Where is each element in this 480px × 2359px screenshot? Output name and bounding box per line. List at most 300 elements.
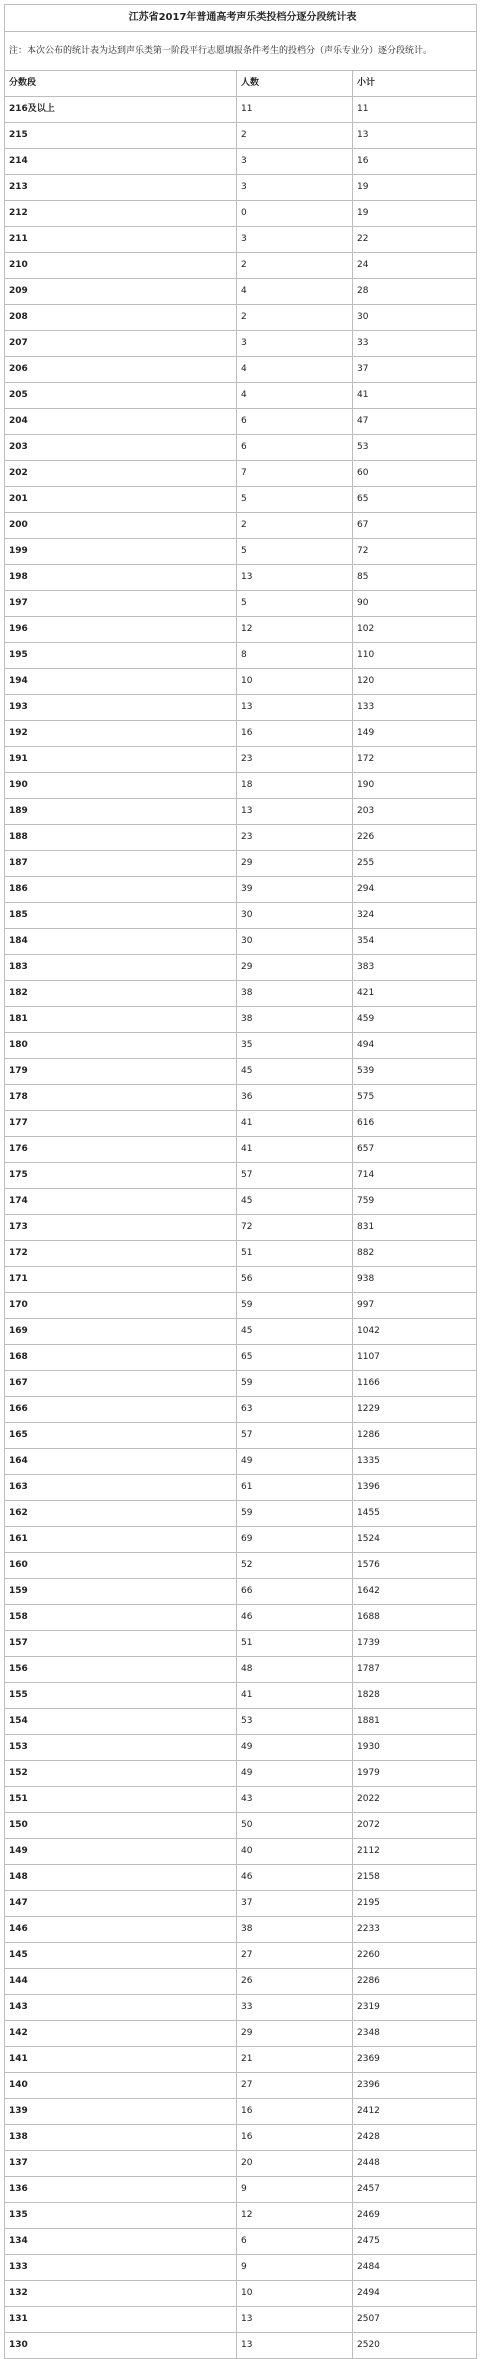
count-cell: 49 — [237, 1449, 353, 1475]
cumulative-cell: 1229 — [353, 1397, 477, 1423]
table-row — [5, 1527, 477, 1553]
count-cell: 27 — [237, 2073, 353, 2099]
count-cell: 7 — [237, 461, 353, 487]
count-cell: 0 — [237, 201, 353, 227]
table-row — [5, 1787, 477, 1813]
count-cell: 57 — [237, 1423, 353, 1449]
cumulative-cell: 1688 — [353, 1605, 477, 1631]
cumulative-cell: 383 — [353, 955, 477, 981]
table-row — [5, 253, 477, 279]
table-row — [5, 383, 477, 409]
table-row — [5, 1995, 477, 2021]
score-range-cell: 133 — [5, 2255, 237, 2281]
count-cell: 33 — [237, 1995, 353, 2021]
score-range-cell: 210 — [5, 253, 237, 279]
score-range-cell: 209 — [5, 279, 237, 305]
table-row — [5, 1293, 477, 1319]
table-row — [5, 2125, 477, 2151]
score-range-cell: 192 — [5, 721, 237, 747]
cumulative-cell: 85 — [353, 565, 477, 591]
table-row — [5, 1267, 477, 1293]
score-range-cell: 200 — [5, 513, 237, 539]
table-row — [5, 227, 477, 253]
cumulative-cell: 13 — [353, 123, 477, 149]
count-cell: 30 — [237, 929, 353, 955]
count-cell: 48 — [237, 1657, 353, 1683]
cumulative-cell: 120 — [353, 669, 477, 695]
score-range-cell: 176 — [5, 1137, 237, 1163]
cumulative-cell: 22 — [353, 227, 477, 253]
cumulative-cell: 72 — [353, 539, 477, 565]
score-range-cell: 173 — [5, 1215, 237, 1241]
cumulative-cell: 2233 — [353, 1917, 477, 1943]
count-cell: 9 — [237, 2255, 353, 2281]
score-range-cell: 214 — [5, 149, 237, 175]
score-range-cell: 184 — [5, 929, 237, 955]
count-cell: 41 — [237, 1111, 353, 1137]
score-range-cell: 215 — [5, 123, 237, 149]
table-row — [5, 2333, 477, 2359]
count-cell: 50 — [237, 1813, 353, 1839]
cumulative-cell: 324 — [353, 903, 477, 929]
cumulative-cell: 33 — [353, 331, 477, 357]
score-range-cell: 216及以上 — [5, 97, 237, 123]
table-row — [5, 773, 477, 799]
score-range-cell: 145 — [5, 1943, 237, 1969]
table-row — [5, 1163, 477, 1189]
count-cell: 37 — [237, 1891, 353, 1917]
count-cell: 49 — [237, 1735, 353, 1761]
table-row — [5, 2047, 477, 2073]
score-range-cell: 208 — [5, 305, 237, 331]
score-range-cell: 140 — [5, 2073, 237, 2099]
count-cell: 29 — [237, 851, 353, 877]
score-range-cell: 203 — [5, 435, 237, 461]
table-row — [5, 305, 477, 331]
count-cell: 45 — [237, 1059, 353, 1085]
table-row — [5, 955, 477, 981]
table-row — [5, 721, 477, 747]
table-row — [5, 513, 477, 539]
table-row — [5, 1813, 477, 1839]
table-row — [5, 1969, 477, 1995]
count-cell: 12 — [237, 2203, 353, 2229]
count-cell: 38 — [237, 1007, 353, 1033]
cumulative-cell: 19 — [353, 201, 477, 227]
cumulative-cell: 226 — [353, 825, 477, 851]
score-range-cell: 181 — [5, 1007, 237, 1033]
score-range-cell: 139 — [5, 2099, 237, 2125]
cumulative-cell: 1979 — [353, 1761, 477, 1787]
count-cell: 13 — [237, 565, 353, 591]
count-cell: 23 — [237, 747, 353, 773]
count-cell: 46 — [237, 1605, 353, 1631]
score-range-cell: 189 — [5, 799, 237, 825]
table-row — [5, 903, 477, 929]
table-row — [5, 2203, 477, 2229]
count-cell: 23 — [237, 825, 353, 851]
cumulative-cell: 19 — [353, 175, 477, 201]
score-range-cell: 194 — [5, 669, 237, 695]
cumulative-cell: 657 — [353, 1137, 477, 1163]
table-row — [5, 409, 477, 435]
table-row — [5, 1423, 477, 1449]
count-cell: 36 — [237, 1085, 353, 1111]
score-range-cell: 141 — [5, 2047, 237, 2073]
table-row — [5, 2281, 477, 2307]
cumulative-cell: 30 — [353, 305, 477, 331]
count-cell: 3 — [237, 175, 353, 201]
count-cell: 40 — [237, 1839, 353, 1865]
cumulative-cell: 255 — [353, 851, 477, 877]
table-row — [5, 1111, 477, 1137]
table-row — [5, 1475, 477, 1501]
cumulative-cell: 1828 — [353, 1683, 477, 1709]
cumulative-cell: 28 — [353, 279, 477, 305]
table-row — [5, 1007, 477, 1033]
count-cell: 13 — [237, 799, 353, 825]
score-range-cell: 198 — [5, 565, 237, 591]
table-row — [5, 565, 477, 591]
count-cell: 16 — [237, 2099, 353, 2125]
table-row — [5, 1033, 477, 1059]
cumulative-cell: 1286 — [353, 1423, 477, 1449]
count-cell: 2 — [237, 305, 353, 331]
count-cell: 49 — [237, 1761, 353, 1787]
count-cell: 5 — [237, 539, 353, 565]
table-row — [5, 929, 477, 955]
score-range-cell: 160 — [5, 1553, 237, 1579]
table-row — [5, 1215, 477, 1241]
count-cell: 3 — [237, 149, 353, 175]
score-range-cell: 142 — [5, 2021, 237, 2047]
cumulative-cell: 1524 — [353, 1527, 477, 1553]
table-row — [5, 1241, 477, 1267]
cumulative-cell: 1576 — [353, 1553, 477, 1579]
cumulative-cell: 190 — [353, 773, 477, 799]
table-row — [5, 2021, 477, 2047]
score-range-cell: 150 — [5, 1813, 237, 1839]
table-row — [5, 539, 477, 565]
table-row — [5, 1319, 477, 1345]
score-range-cell: 143 — [5, 1995, 237, 2021]
cumulative-cell: 41 — [353, 383, 477, 409]
count-cell: 26 — [237, 1969, 353, 1995]
table-row — [5, 1553, 477, 1579]
count-cell: 3 — [237, 331, 353, 357]
count-cell: 65 — [237, 1345, 353, 1371]
cumulative-cell: 2520 — [353, 2333, 477, 2359]
count-cell: 21 — [237, 2047, 353, 2073]
score-range-cell: 175 — [5, 1163, 237, 1189]
score-range-cell: 213 — [5, 175, 237, 201]
cumulative-cell: 2319 — [353, 1995, 477, 2021]
table-row — [5, 357, 477, 383]
score-range-cell: 163 — [5, 1475, 237, 1501]
cumulative-cell: 938 — [353, 1267, 477, 1293]
table-row — [5, 2151, 477, 2177]
score-distribution-table — [4, 4, 477, 2359]
cumulative-cell: 203 — [353, 799, 477, 825]
score-range-cell: 137 — [5, 2151, 237, 2177]
cumulative-cell: 67 — [353, 513, 477, 539]
score-range-cell: 138 — [5, 2125, 237, 2151]
score-range-cell: 195 — [5, 643, 237, 669]
count-cell: 29 — [237, 955, 353, 981]
cumulative-cell: 831 — [353, 1215, 477, 1241]
score-range-cell: 174 — [5, 1189, 237, 1215]
score-range-cell: 164 — [5, 1449, 237, 1475]
count-cell: 3 — [237, 227, 353, 253]
cumulative-cell: 759 — [353, 1189, 477, 1215]
cumulative-cell: 1739 — [353, 1631, 477, 1657]
count-cell: 10 — [237, 669, 353, 695]
count-cell: 16 — [237, 2125, 353, 2151]
table-row — [5, 1657, 477, 1683]
cumulative-cell: 1335 — [353, 1449, 477, 1475]
count-cell: 13 — [237, 2307, 353, 2333]
cumulative-cell: 16 — [353, 149, 477, 175]
count-cell: 43 — [237, 1787, 353, 1813]
count-cell: 11 — [237, 97, 353, 123]
count-cell: 6 — [237, 2229, 353, 2255]
table-row — [5, 331, 477, 357]
count-cell: 27 — [237, 1943, 353, 1969]
cumulative-cell: 2457 — [353, 2177, 477, 2203]
table-row — [5, 1943, 477, 1969]
count-cell: 8 — [237, 643, 353, 669]
count-cell: 13 — [237, 2333, 353, 2359]
score-range-cell: 151 — [5, 1787, 237, 1813]
score-range-cell: 187 — [5, 851, 237, 877]
cumulative-cell: 2469 — [353, 2203, 477, 2229]
count-cell: 45 — [237, 1189, 353, 1215]
table-row — [5, 1371, 477, 1397]
table-row — [5, 1397, 477, 1423]
table-row — [5, 279, 477, 305]
cumulative-cell: 2348 — [353, 2021, 477, 2047]
score-range-cell: 188 — [5, 825, 237, 851]
count-cell: 59 — [237, 1293, 353, 1319]
table-row — [5, 1735, 477, 1761]
table-note: 注：本次公布的统计表为达到声乐类第一阶段平行志愿填报条件考生的投档分（声乐专业分）逐分段统计。 — [5, 32, 477, 71]
score-range-cell: 154 — [5, 1709, 237, 1735]
score-range-cell: 178 — [5, 1085, 237, 1111]
cumulative-cell: 149 — [353, 721, 477, 747]
score-range-cell: 136 — [5, 2177, 237, 2203]
table-note-row — [5, 32, 477, 71]
table-row — [5, 2255, 477, 2281]
count-cell: 57 — [237, 1163, 353, 1189]
score-range-cell: 156 — [5, 1657, 237, 1683]
score-range-cell: 149 — [5, 1839, 237, 1865]
cumulative-cell: 110 — [353, 643, 477, 669]
score-range-cell: 193 — [5, 695, 237, 721]
count-cell: 35 — [237, 1033, 353, 1059]
score-range-cell: 134 — [5, 2229, 237, 2255]
cumulative-cell: 133 — [353, 695, 477, 721]
score-range-cell: 168 — [5, 1345, 237, 1371]
count-cell: 45 — [237, 1319, 353, 1345]
cumulative-cell: 2507 — [353, 2307, 477, 2333]
cumulative-cell: 2448 — [353, 2151, 477, 2177]
score-range-cell: 161 — [5, 1527, 237, 1553]
table-row — [5, 1579, 477, 1605]
count-cell: 4 — [237, 383, 353, 409]
score-range-cell: 147 — [5, 1891, 237, 1917]
table-row — [5, 1683, 477, 1709]
table-row — [5, 2229, 477, 2255]
cumulative-cell: 1396 — [353, 1475, 477, 1501]
table-row — [5, 1709, 477, 1735]
score-range-cell: 186 — [5, 877, 237, 903]
table-title-row — [5, 5, 477, 32]
cumulative-cell: 616 — [353, 1111, 477, 1137]
score-range-cell: 202 — [5, 461, 237, 487]
score-range-cell: 199 — [5, 539, 237, 565]
count-cell: 59 — [237, 1371, 353, 1397]
table-row — [5, 2073, 477, 2099]
count-cell: 59 — [237, 1501, 353, 1527]
score-range-cell: 144 — [5, 1969, 237, 1995]
cumulative-cell: 1787 — [353, 1657, 477, 1683]
table-header-row — [5, 71, 477, 97]
table-row — [5, 1059, 477, 1085]
table-row — [5, 1917, 477, 1943]
count-cell: 2 — [237, 123, 353, 149]
count-cell: 52 — [237, 1553, 353, 1579]
cumulative-cell: 494 — [353, 1033, 477, 1059]
cumulative-cell: 2260 — [353, 1943, 477, 1969]
score-range-cell: 159 — [5, 1579, 237, 1605]
table-row — [5, 1449, 477, 1475]
cumulative-cell: 459 — [353, 1007, 477, 1033]
score-range-cell: 207 — [5, 331, 237, 357]
table-row — [5, 851, 477, 877]
count-cell: 51 — [237, 1241, 353, 1267]
cumulative-cell: 2369 — [353, 2047, 477, 2073]
count-cell: 2 — [237, 253, 353, 279]
count-cell: 63 — [237, 1397, 353, 1423]
cumulative-cell: 1042 — [353, 1319, 477, 1345]
cumulative-cell: 102 — [353, 617, 477, 643]
table-row — [5, 1501, 477, 1527]
table-row — [5, 1631, 477, 1657]
cumulative-cell: 65 — [353, 487, 477, 513]
table-row — [5, 747, 477, 773]
table-row — [5, 149, 477, 175]
score-table-container — [4, 4, 476, 2359]
score-range-cell: 135 — [5, 2203, 237, 2229]
count-cell: 56 — [237, 1267, 353, 1293]
table-row — [5, 1839, 477, 1865]
table-row — [5, 1605, 477, 1631]
count-cell: 53 — [237, 1709, 353, 1735]
count-cell: 5 — [237, 591, 353, 617]
table-row — [5, 825, 477, 851]
table-row — [5, 695, 477, 721]
cumulative-cell: 60 — [353, 461, 477, 487]
count-cell: 72 — [237, 1215, 353, 1241]
cumulative-cell: 2412 — [353, 2099, 477, 2125]
score-range-cell: 167 — [5, 1371, 237, 1397]
score-range-cell: 166 — [5, 1397, 237, 1423]
count-cell: 41 — [237, 1683, 353, 1709]
count-cell: 6 — [237, 435, 353, 461]
count-cell: 4 — [237, 357, 353, 383]
cumulative-cell: 2428 — [353, 2125, 477, 2151]
score-range-cell: 211 — [5, 227, 237, 253]
count-cell: 66 — [237, 1579, 353, 1605]
count-cell: 9 — [237, 2177, 353, 2203]
cumulative-cell: 2475 — [353, 2229, 477, 2255]
cumulative-cell: 539 — [353, 1059, 477, 1085]
score-range-cell: 148 — [5, 1865, 237, 1891]
table-row — [5, 617, 477, 643]
count-cell: 12 — [237, 617, 353, 643]
count-cell: 38 — [237, 1917, 353, 1943]
count-cell: 30 — [237, 903, 353, 929]
cumulative-cell: 1455 — [353, 1501, 477, 1527]
cumulative-cell: 997 — [353, 1293, 477, 1319]
score-range-cell: 172 — [5, 1241, 237, 1267]
cumulative-cell: 2396 — [353, 2073, 477, 2099]
score-range-cell: 206 — [5, 357, 237, 383]
count-cell: 39 — [237, 877, 353, 903]
score-range-cell: 153 — [5, 1735, 237, 1761]
table-row — [5, 175, 477, 201]
table-row — [5, 1865, 477, 1891]
table-row — [5, 591, 477, 617]
table-row — [5, 201, 477, 227]
cumulative-cell: 714 — [353, 1163, 477, 1189]
score-range-cell: 179 — [5, 1059, 237, 1085]
table-row — [5, 1761, 477, 1787]
count-cell: 29 — [237, 2021, 353, 2047]
score-range-cell: 157 — [5, 1631, 237, 1657]
count-cell: 69 — [237, 1527, 353, 1553]
table-row — [5, 1137, 477, 1163]
table-row — [5, 461, 477, 487]
count-cell: 18 — [237, 773, 353, 799]
score-range-cell: 204 — [5, 409, 237, 435]
table-row — [5, 487, 477, 513]
cumulative-cell: 47 — [353, 409, 477, 435]
table-row — [5, 1345, 477, 1371]
cumulative-cell: 2484 — [353, 2255, 477, 2281]
table-row — [5, 1085, 477, 1111]
table-row — [5, 97, 477, 123]
count-cell: 2 — [237, 513, 353, 539]
score-range-cell: 185 — [5, 903, 237, 929]
score-range-cell: 131 — [5, 2307, 237, 2333]
count-cell: 16 — [237, 721, 353, 747]
cumulative-cell: 294 — [353, 877, 477, 903]
table-row — [5, 643, 477, 669]
table-row — [5, 877, 477, 903]
cumulative-cell: 354 — [353, 929, 477, 955]
cumulative-cell: 882 — [353, 1241, 477, 1267]
cumulative-cell: 2195 — [353, 1891, 477, 1917]
score-range-cell: 197 — [5, 591, 237, 617]
count-cell: 41 — [237, 1137, 353, 1163]
cumulative-cell: 11 — [353, 97, 477, 123]
count-cell: 46 — [237, 1865, 353, 1891]
cumulative-cell: 2022 — [353, 1787, 477, 1813]
count-cell: 38 — [237, 981, 353, 1007]
table-row — [5, 1891, 477, 1917]
count-cell: 10 — [237, 2281, 353, 2307]
